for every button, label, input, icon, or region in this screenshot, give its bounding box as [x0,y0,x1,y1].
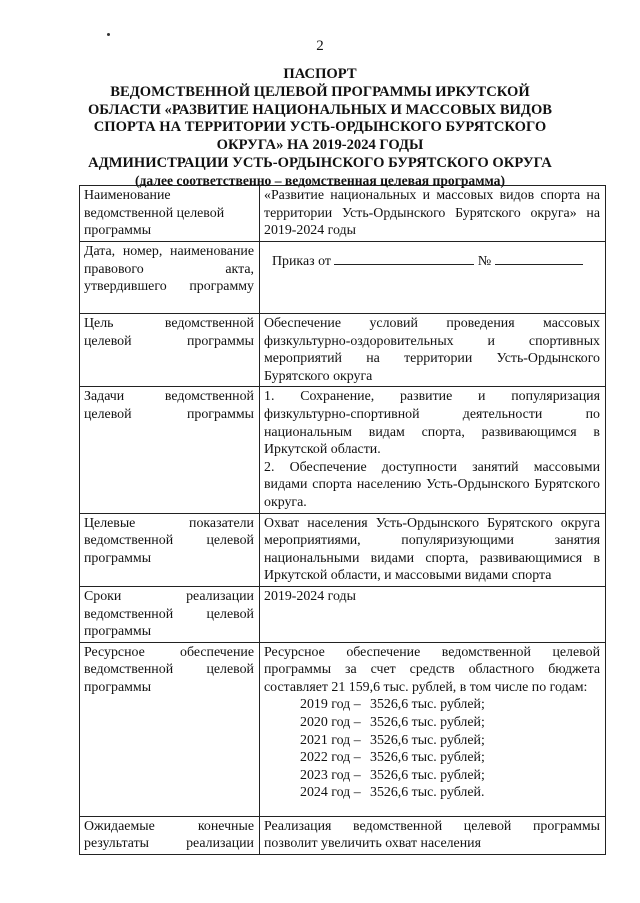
passport-table [79,185,606,855]
title-line-1: ПАСПОРТ [283,66,357,82]
funding-year: 2021 год – [300,732,361,748]
table-row-terms [80,586,606,642]
value-resources [260,642,606,816]
page-number: 2 [316,38,324,54]
funding-year: 2023 год – [300,767,361,783]
funding-year-row [300,749,600,767]
label-goal: Цель ведомственной целевой программы [80,314,260,387]
label-terms: Сроки реализации ведомственной целевой программы [80,586,260,642]
funding-amount: 3526,6 тыс. рублей. [370,785,485,801]
value-tasks [260,387,606,513]
funding-year-row [300,767,600,785]
title-line-5: ОКРУГА» НА 2019-2024 ГОДЫ [216,137,424,154]
funding-year-row [300,784,600,802]
label-resources: Ресурсное обеспечение ведомственной целевой программы [80,642,260,816]
funding-year: 2019 год – [300,697,361,713]
table-row-name [80,186,606,242]
funding-amount: 3526,6 тыс. рублей; [370,732,485,748]
value-goal: Обеспечение условий проведения массовых физкультурно-оздоровительных и спортивных мероприятий на территории Усть-Ордынского Бурятского округа [260,314,606,387]
funding-amount: 3526,6 тыс. рублей; [370,750,485,766]
funding-year-row [300,696,600,714]
funding-amount: 3526,6 тыс. рублей; [370,715,485,731]
funding-year-row [300,714,600,732]
task-item: 2. Обеспечение доступности занятий массовыми видами спорта населению Усть-Ордынского Бурятского округа. [264,459,600,510]
funding-year-list [264,696,600,802]
resources-intro: Ресурсное обеспечение ведомственной целевой программы за счет средств областного бюджета составляет 21 159,6 тыс. рублей, в том числе по годам: [264,644,600,695]
label-approval: Дата, номер, наименование правового акта, утвердившего программу [80,242,260,314]
funding-year: 2024 год – [300,785,361,801]
value-name: «Развитие национальных и массовых видов спорта на территории Усть-Ордынского Бурятского округа» на 2019-2024 годы [260,186,606,242]
order-line [264,243,600,271]
table-row-results [80,816,606,854]
label-indicators: Целевые показатели ведомственной целевой программы [80,513,260,586]
order-date-blank [334,252,474,265]
title-line-6: АДМИНИСТРАЦИИ УСТЬ-ОРДЫНСКОГО БУРЯТСКОГО ОКРУГА [88,154,552,171]
value-results: Реализация ведомственной целевой программы позволит увеличить охват населения [260,816,606,854]
table-row-approval [80,242,606,314]
funding-year: 2022 год – [300,750,361,766]
label-results: Ожидаемые конечные результаты реализации [80,816,260,854]
title-line-4: СПОРТА НА ТЕРРИТОРИИ УСТЬ-ОРДЫНСКОГО БУРЯТСКОГО [93,119,547,136]
order-prefix: Приказ от [272,254,331,269]
table-row-indicators [80,513,606,586]
title-line-3: ОБЛАСТИ «РАЗВИТИЕ НАЦИОНАЛЬНЫХ И МАССОВЫХ ВИДОВ [87,101,553,118]
table-row-tasks [80,387,606,513]
order-number-blank [495,252,583,265]
table-row-goal [80,314,606,387]
title-line-7: (далее соответственно – ведомственная целевая программа) [135,172,505,188]
number-sign: № [477,254,492,269]
value-indicators: Охват населения Усть-Ордынского Бурятского округа мероприятиями, популяризующими занятия национальными видами спорта, развивающимися в Иркутской области, и массовыми видами спорта [260,513,606,586]
label-tasks: Задачи ведомственной целевой программы [80,387,260,513]
funding-year: 2020 год – [300,715,361,731]
value-approval [260,242,606,314]
scan-speck [107,33,110,36]
label-name: Наименование ведомственной целевой программы [80,186,260,242]
document-title [80,66,560,188]
funding-year-row [300,732,600,750]
title-line-2: ВЕДОМСТВЕННОЙ ЦЕЛЕВОЙ ПРОГРАММЫ ИРКУТСКОЙ [110,83,530,100]
task-item: 1. Сохранение, развитие и популяризация физкультурно-спортивной деятельности по национальным видам спорта, развивающимся в Иркутской области. [264,389,600,458]
value-terms: 2019-2024 годы [260,586,606,642]
funding-amount: 3526,6 тыс. рублей; [370,697,485,713]
funding-amount: 3526,6 тыс. рублей; [370,767,485,783]
table-row-resources [80,642,606,816]
